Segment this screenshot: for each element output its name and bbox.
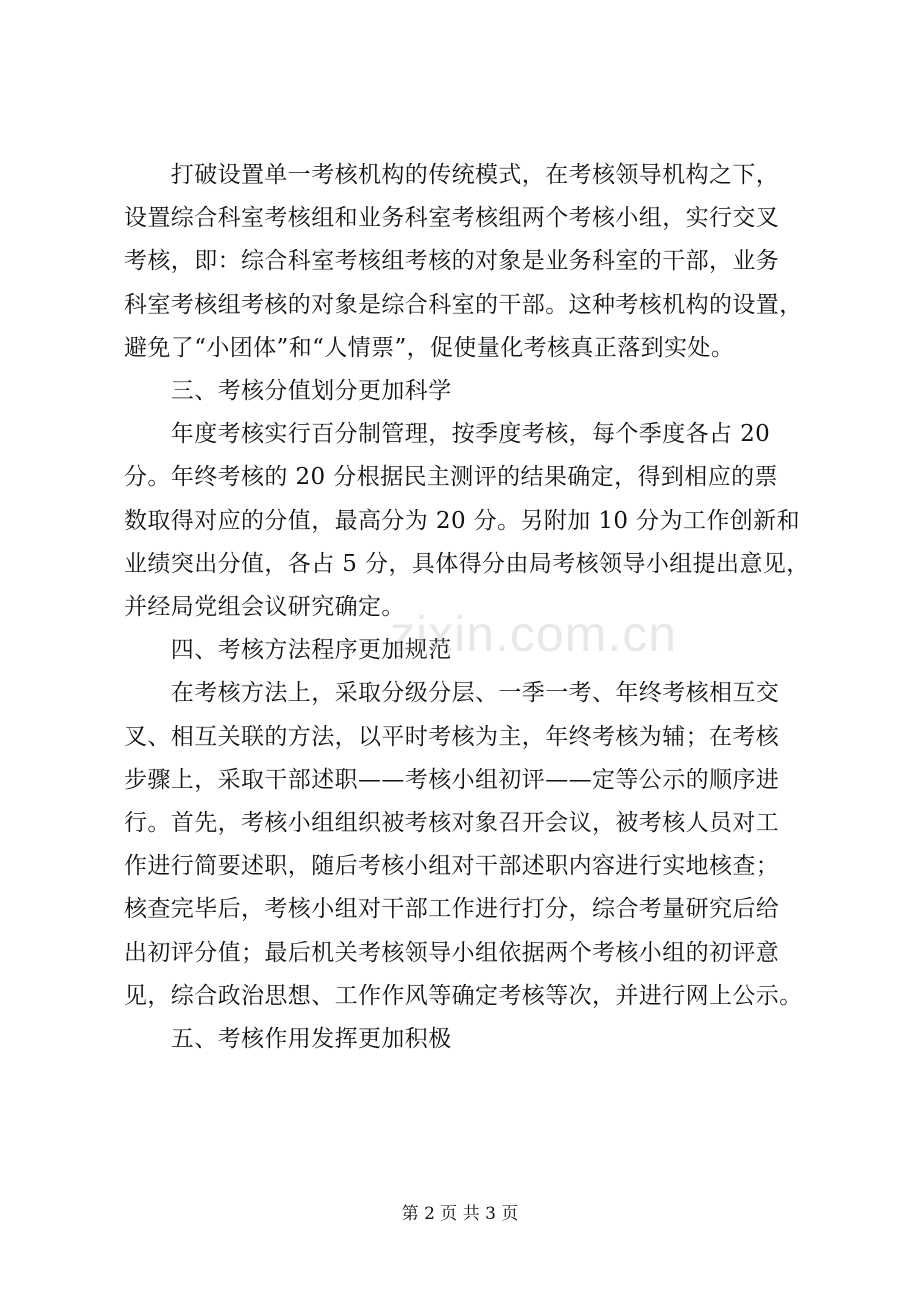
- text-line: 设置综合科室考核组和业务科室考核组两个考核小组，实行交叉: [124, 205, 780, 232]
- watermark: zixin.com.cn: [390, 606, 678, 662]
- text-line: 四、考核方法程序更加规范: [124, 637, 452, 664]
- text-line: 打破设置单一考核机构的传统模式，在考核领导机构之下，: [124, 162, 780, 188]
- text-line: 业绩突出分值，各占 5 分，具体得分由局考核领导小组提出意见，: [124, 550, 810, 577]
- text-line: 年度考核实行百分制管理，按季度考核，每个季度各占 20: [124, 421, 771, 448]
- text-line: 核查完毕后，考核小组对干部工作进行打分，综合考量研究后给: [124, 896, 780, 923]
- text-line: 分。年终考核的 20 分根据民主测评的结果确定，得到相应的票: [124, 464, 778, 491]
- text-line: 步骤上，采取干部述职——考核小组初评——定等公示的顺序进: [124, 766, 780, 793]
- text-line: 行。首先，考核小组组织被考核对象召开会议，被考核人员对工: [124, 810, 780, 836]
- text-line: 考核，即：综合科室考核组考核的对象是业务科室的干部，业务: [124, 248, 780, 275]
- text-line: 三、考核分值划分更加科学: [124, 378, 452, 404]
- text-line: 五、考核作用发挥更加积极: [124, 1026, 452, 1052]
- text-line: 在考核方法上，采取分级分层、一季一考、年终考核相互交: [124, 680, 780, 707]
- page-footer: 第 2 页 共 3 页: [401, 1204, 519, 1224]
- text-line: 见，综合政治思想、工作作风等确定考核等次，并进行网上公示。: [124, 982, 803, 1009]
- text-line: 作进行简要述职，随后考核小组对干部述职内容进行实地核查；: [124, 853, 780, 880]
- text-line: 避免了“小团体”和“人情票”，促使量化考核真正落到实处。: [124, 334, 735, 361]
- text-line: 出初评分值；最后机关考核领导小组依据两个考核小组的初评意: [124, 939, 780, 966]
- text-line: 数取得对应的分值，最高分为 20 分。另附加 10 分为工作创新和: [124, 507, 800, 534]
- text-line: 科室考核组考核的对象是综合科室的干部。这种考核机构的设置，: [124, 291, 803, 318]
- text-line: 并经局党组会议研究确定。: [124, 594, 405, 620]
- text-line: 叉、相互关联的方法，以平时考核为主，年终考核为辅；在考核: [124, 723, 780, 750]
